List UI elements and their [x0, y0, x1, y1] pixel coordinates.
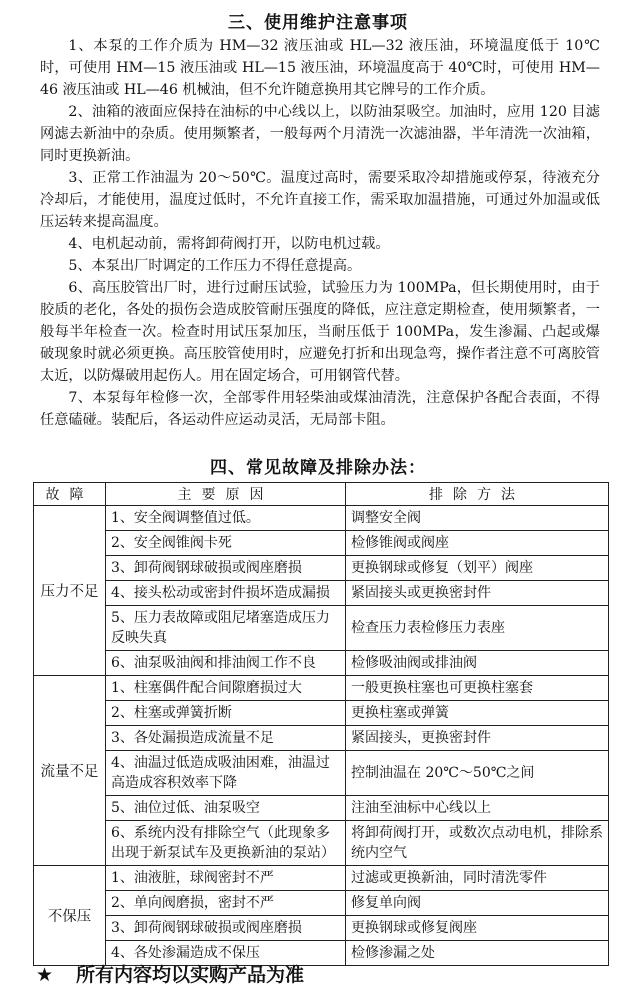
- fault-cause: 4、各处渗漏造成不保压: [106, 941, 346, 966]
- star-icon: ★: [36, 964, 54, 986]
- fault-cause: 2、单向阀磨损，密封不严: [106, 891, 346, 916]
- note-paragraph-1: 1、本泵的工作介质为 HM—32 液压油或 HL—32 液压油，环境温度低于 10℃时，可使用 HM—15 液压油或 HL—15 液压油，环境温度高于 40℃时，可使用 HM—46 液压油或 HL—46 机械油，但不允许随意换用其它牌号的工作介质。: [40, 38, 600, 98]
- fault-cause: 4、油温过低造成吸油困难，油温过高造成容积效率下降: [106, 751, 346, 796]
- table-row: [34, 916, 609, 941]
- fault-remedy: 更换柱塞或弹簧: [346, 701, 609, 726]
- fault-cause: 5、压力表故障或阻尼堵塞造成压力反映失真: [106, 606, 346, 651]
- table-row: [34, 606, 609, 651]
- header-fix: 排除方法: [346, 483, 609, 506]
- fault-remedy: 检修锥阀或阀座: [346, 531, 609, 556]
- fault-remedy: 过滤或更换新油，同时清洗零件: [346, 866, 609, 891]
- fault-remedy: 检查压力表检修压力表座: [346, 606, 609, 651]
- table-row: [34, 866, 609, 891]
- table-row: [34, 506, 609, 531]
- section4-title: 四、常见故障及排除办法：: [210, 458, 426, 478]
- note-paragraph-4: 4、电机起动前，需将卸荷阀打开，以防电机过载。: [68, 236, 390, 252]
- fault-category: 不保压: [34, 866, 106, 966]
- fault-remedy: 注油至油标中心线以上: [346, 796, 609, 821]
- table-header-row: [34, 483, 609, 506]
- table-row: [34, 651, 609, 676]
- fault-cause: 6、油泵吸油阀和排油阀工作不良: [106, 651, 346, 676]
- table-row: [34, 556, 609, 581]
- fault-cause: 2、柱塞或弹簧折断: [106, 701, 346, 726]
- fault-cause: 3、各处漏损造成流量不足: [106, 726, 346, 751]
- table-row: [34, 821, 609, 866]
- note-paragraph-2: 2、油箱的液面应保持在油标的中心线以上，以防油泵吸空。加油时，应用 120 目滤网滤去新油中的杂质。使用频繁者，一般每两个月清洗一次滤油器，半年清洗一次油箱，同时更换新油。: [40, 104, 600, 164]
- note-paragraph-3: 3、正常工作油温为 20～50℃。温度过高时，需要采取冷却措施或停泵，待液充分冷却后，才能使用，温度过低时，不允许直接工作，需采取加温措施，可通过外加温或低压运转来提高温度。: [40, 170, 600, 230]
- fault-remedy: 控制油温在 20℃～50℃之间: [346, 751, 609, 796]
- fault-remedy: 紧固接头，更换密封件: [346, 726, 609, 751]
- table-row: [34, 581, 609, 606]
- header-cause: 主要原因: [106, 483, 346, 506]
- note-paragraph-6: 6、高压胶管出厂时，进行过耐压试验，试验压力为 100MPa，但长期使用时，由于胶质的老化，各处的损伤会造成胶管耐压强度的降低，应注意定期检查，使用频繁者，一般每半年检查一次。检查时用试压泵加压，当耐压低于 100MPa，发生渗漏、凸起或爆破现象时就必须更换。高压胶管使用时，应避免打折和出现急弯，操作者注意不可离胶管太近，以防爆破用起伤人。用在固定场合，可用钢管代替。: [40, 280, 600, 384]
- fault-remedy: 调整安全阀: [346, 506, 609, 531]
- table-row: [34, 751, 609, 796]
- fault-category: 流量不足: [34, 676, 106, 866]
- fault-cause: 1、油液脏，球阀密封不严: [106, 866, 346, 891]
- note-paragraph-7: 7、本泵每年检修一次，全部零件用轻柴油或煤油清洗，注意保护各配合表面，不得任意磕碰。装配后，各运动件应运动灵活，无局部卡阻。: [40, 390, 600, 428]
- fault-remedy: 修复单向阀: [346, 891, 609, 916]
- section3-title: 三、使用维护注意事项: [228, 13, 408, 33]
- note-paragraph-5: 5、本泵出厂时调定的工作压力不得任意提高。: [68, 258, 362, 274]
- fault-cause: 2、安全阀锥阀卡死: [106, 531, 346, 556]
- fault-cause: 4、接头松动或密封件损坏造成漏损: [106, 581, 346, 606]
- fault-category: 压力不足: [34, 506, 106, 676]
- fault-remedy: 紧固接头或更换密封件: [346, 581, 609, 606]
- fault-remedy: 一般更换柱塞也可更换柱塞套: [346, 676, 609, 701]
- fault-remedy: 将卸荷阀打开，或数次点动电机，排除系统内空气: [346, 821, 609, 866]
- footer-text: 所有内容均以实购产品为准: [76, 964, 305, 986]
- fault-remedy: 更换钢球或修复阀座: [346, 916, 609, 941]
- table-row: [34, 701, 609, 726]
- fault-cause: 1、柱塞偶件配合间隙磨损过大: [106, 676, 346, 701]
- troubleshooting-table: [33, 482, 609, 966]
- fault-remedy: 检修渗漏之处: [346, 941, 609, 966]
- fault-cause: 3、卸荷阀钢球破损或阀座磨损: [106, 916, 346, 941]
- maintenance-notes: [40, 35, 600, 431]
- table-row: [34, 531, 609, 556]
- fault-remedy: 检修吸油阀或排油阀: [346, 651, 609, 676]
- footer-note: [36, 960, 304, 987]
- fault-cause: 5、油位过低、油泵吸空: [106, 796, 346, 821]
- fault-cause: 3、卸荷阀钢球破损或阀座磨损: [106, 556, 346, 581]
- table-row: [34, 676, 609, 701]
- fault-cause: 1、安全阀调整值过低。: [106, 506, 346, 531]
- table-row: [34, 726, 609, 751]
- header-fault: 故障: [34, 483, 106, 506]
- fault-cause: 6、系统内没有排除空气（此现象多出现于新泵试车及更换新油的泵站）: [106, 821, 346, 866]
- table-row: [34, 891, 609, 916]
- table-row: [34, 796, 609, 821]
- fault-remedy: 更换钢球或修复（划平）阀座: [346, 556, 609, 581]
